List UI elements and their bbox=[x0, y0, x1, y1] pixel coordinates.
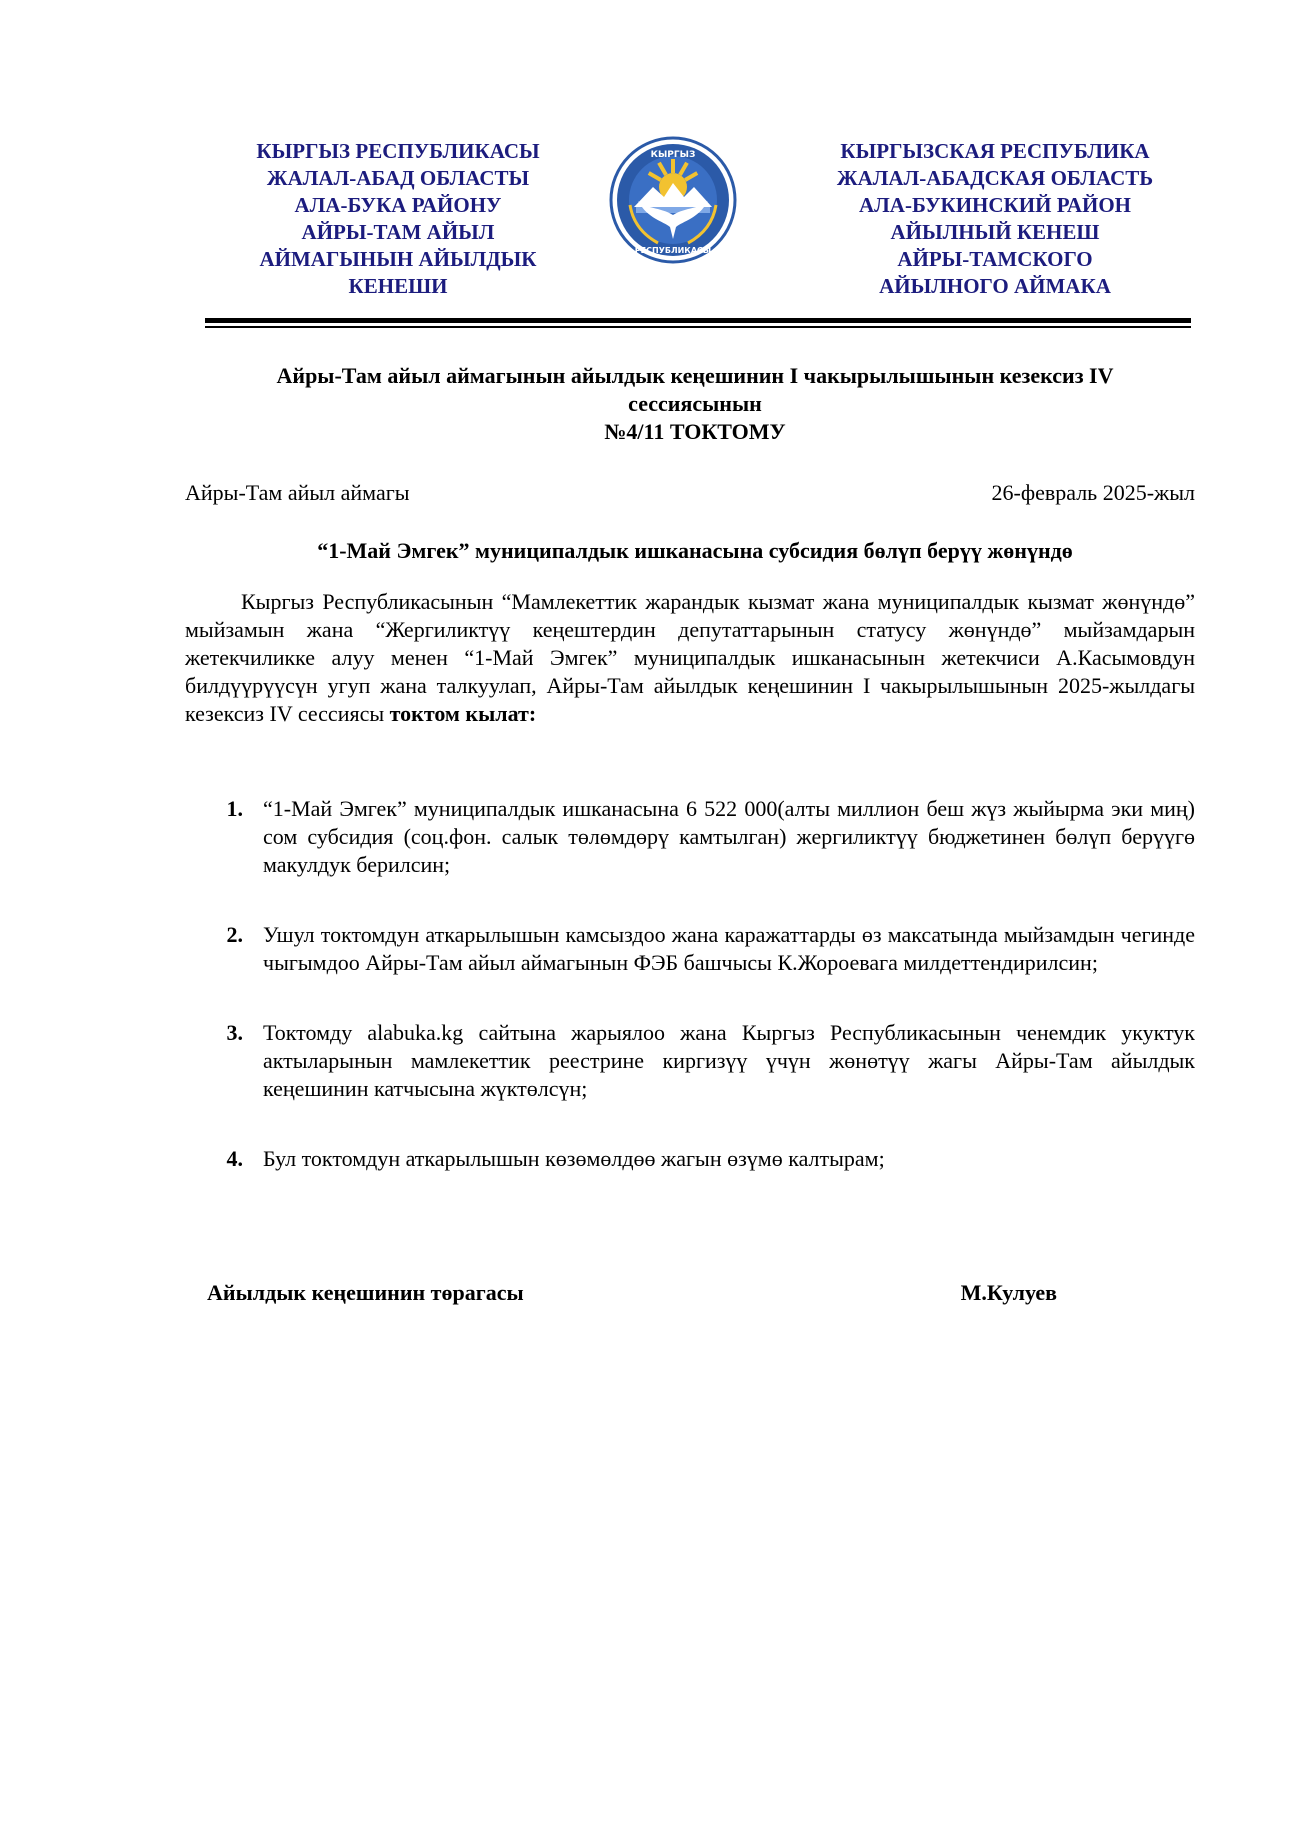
header-divider-thin bbox=[205, 326, 1191, 328]
kyrgyz-state-emblem-icon bbox=[608, 135, 738, 265]
signatory-name: М.Кулуев bbox=[960, 1280, 1057, 1305]
header-right-line: АЛА-БУКИНСКИЙ РАЙОН bbox=[858, 193, 1132, 217]
item-text: Токтомду alabuka.kg сайтына жарыялоо жана Кыргыз Республикасынын ченемдик укуктук актыларынын мамлекеттик реестрине киргизүү үчүн жөнөтүү жагы Айры-Там айылдык кеңешинин катчысына жүктөлсүн; bbox=[263, 1020, 1195, 1101]
header-left-line: АЛА-БУКА РАЙОНУ bbox=[294, 193, 502, 217]
date: 26-февраль 2025-жыл bbox=[991, 480, 1195, 505]
title-line: сессиясынын bbox=[628, 391, 762, 416]
title-line: Айры-Там айыл аймагынын айылдык кеңешинин I чакырылышынын кезексиз IV bbox=[276, 363, 1114, 388]
header-russian-block bbox=[795, 138, 1195, 300]
signatory-position: Айылдык кеңешинин төрагасы bbox=[207, 1280, 524, 1305]
header-left-line: КЫРГЫЗ РЕСПУБЛИКАСЫ bbox=[256, 139, 540, 163]
place-date-row bbox=[185, 480, 1195, 506]
list-item bbox=[185, 1019, 1195, 1103]
decree-items bbox=[185, 795, 1195, 1215]
item-number: 3. bbox=[226, 1020, 243, 1045]
header-divider-thick bbox=[205, 318, 1191, 323]
item-number: 4. bbox=[226, 1146, 243, 1171]
item-text: “1-Май Эмгек” муниципалдык ишканасына 6 522 000(алты миллион беш жүз жыйырма эки миң) сом субсидия (соц.фон. салык төлөмдөрү камтылган) жергиликтүү бюджетинен бөлүп берүүгө макулдук берилсин; bbox=[263, 796, 1195, 877]
emblem-text-top: КЫРГЫЗ bbox=[650, 150, 696, 160]
header-right-line: ЖАЛАЛ-АБАДСКАЯ ОБЛАСТЬ bbox=[836, 166, 1154, 190]
header-right-line: АЙЫЛНЫЙ КЕНЕШ bbox=[890, 220, 1100, 244]
place: Айры-Там айыл аймагы bbox=[185, 480, 410, 505]
item-text: Ушул токтомдун аткарылышын камсыздоо жана каражаттарды өз максатында мыйзамдын чегинде чыгымдоо Айры-Там айыл аймагынын ФЭБ башчысы К.Жороевага милдеттендирилсин; bbox=[263, 922, 1195, 975]
header-right-line: КЫРГЫЗСКАЯ РЕСПУБЛИКА bbox=[840, 139, 1150, 163]
list-item bbox=[185, 1145, 1195, 1173]
list-item bbox=[185, 921, 1195, 977]
header-left-line: АЙРЫ-ТАМ АЙЫЛ bbox=[301, 220, 495, 244]
header-right-line: АЙРЫ-ТАМСКОГО bbox=[897, 247, 1093, 271]
signature-block bbox=[207, 1280, 1057, 1306]
header-left-line: КЕНЕШИ bbox=[348, 274, 448, 298]
header-left-line: АЙМАГЫНЫН АЙЫЛДЫК bbox=[259, 247, 537, 271]
header-left-line: ЖАЛАЛ-АБАД ОБЛАСТЫ bbox=[266, 166, 530, 190]
item-number: 1. bbox=[226, 796, 243, 821]
decree-subject: “1-Май Эмгек” муниципалдык ишканасына субсидия бөлүп берүү жөнүндө bbox=[317, 538, 1073, 563]
item-number: 2. bbox=[226, 922, 243, 947]
list-item bbox=[185, 795, 1195, 879]
preamble-text: Кыргыз Республикасынын “Мамлекеттик жарандык кызмат жана муниципалдык кызмат жөнүндө” мыйзамын жана “Жергиликтүү кеңештердин депутаттарынын статусу жөнүндө” мыйзамдарын жетекчиликке алуу менен “1-Май Эмгек” муниципалдык ишканасынын жетекчиси А.Касымовдун билдүүрүүсүн угуп жана талкуулап, Айры-Там айылдык кеңешинин I чакырылышынын 2025-жылдагы кезексиз IV сессиясы bbox=[185, 589, 1195, 726]
header-right-line: АЙЫЛНОГО АЙМАКА bbox=[879, 274, 1111, 298]
document-title bbox=[150, 362, 1240, 446]
preamble-bold-end: токтом кылат: bbox=[389, 701, 537, 726]
decree-number: №4/11 ТОКТОМУ bbox=[604, 419, 786, 444]
header-kyrgyz-block bbox=[208, 138, 588, 300]
item-text: Бул токтомдун аткарылышын көзөмөлдөө жагын өзүмө калтырам; bbox=[263, 1146, 885, 1171]
preamble-paragraph bbox=[185, 588, 1195, 728]
emblem-text-bottom: РЕСПУБЛИКАСЫ bbox=[634, 246, 712, 255]
